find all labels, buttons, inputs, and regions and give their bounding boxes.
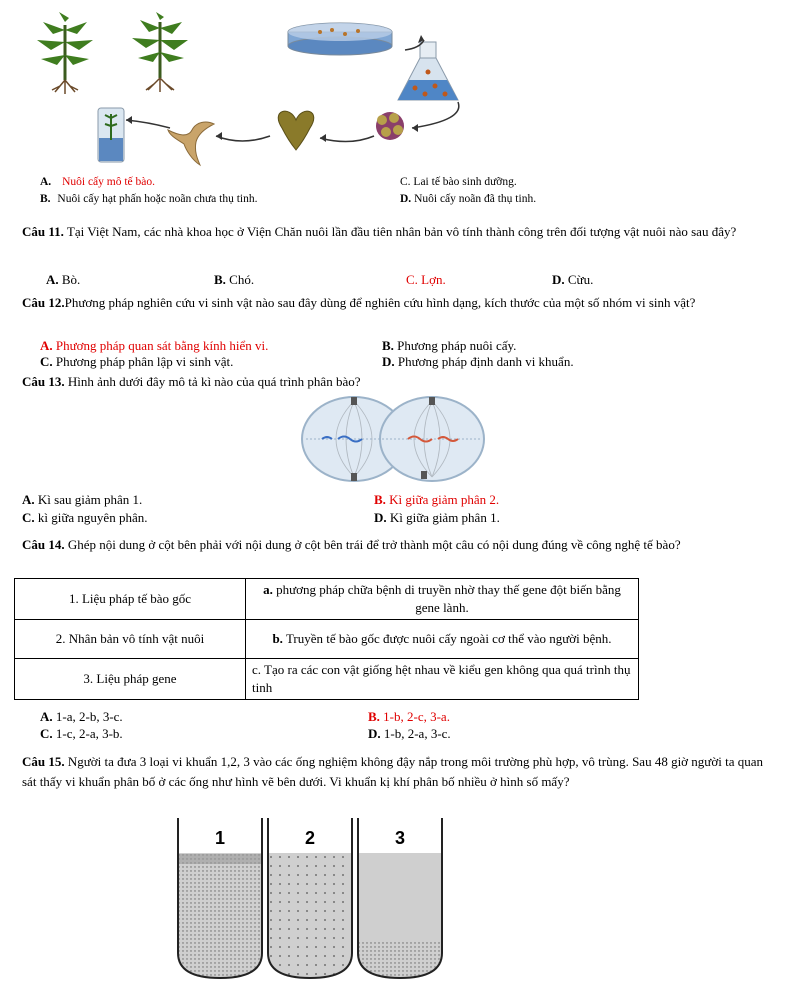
embryo-icon xyxy=(278,111,314,150)
q12-option-c[interactable]: C. Phương pháp phân lập vi sinh vật. xyxy=(40,354,234,369)
flask-icon xyxy=(398,42,458,100)
petri-dish-icon xyxy=(288,23,392,55)
plant-icon xyxy=(37,12,93,94)
option-text: Lai tế bào sinh dưỡng. xyxy=(413,176,517,188)
table-row xyxy=(15,620,639,659)
question-14 xyxy=(22,535,767,555)
test-tube-2 xyxy=(268,818,352,978)
tissue-culture-cycle-figure xyxy=(20,10,490,170)
question-text: Hình ảnh dưới đây mô tả kì nào của quá trình phân bào? xyxy=(67,374,361,389)
option-text: Nuôi cấy hạt phấn hoặc noãn chưa thụ tinh. xyxy=(57,193,258,205)
q12-option-d[interactable]: D. Phương pháp định danh vi khuẩn. xyxy=(382,354,574,369)
test-tube-icon xyxy=(98,108,124,162)
q14-option-a[interactable]: A. 1-a, 2-b, 3-c. xyxy=(40,709,123,724)
table-row xyxy=(15,579,639,620)
q11-option-d[interactable]: D. Cừu. xyxy=(552,272,594,287)
table-row xyxy=(15,659,639,700)
tube-label: 3 xyxy=(394,828,406,848)
option-key: D. xyxy=(400,193,412,205)
q14-option-c[interactable]: C. 1-c, 2-a, 3-b. xyxy=(40,726,123,741)
q12-option-b[interactable]: B. Phương pháp nuôi cấy. xyxy=(382,338,517,353)
q10-option-c[interactable] xyxy=(400,176,517,188)
plant-icon xyxy=(132,12,188,92)
table-cell-left: 2. Nhân bản vô tính vật nuôi xyxy=(15,620,246,659)
q12-option-a[interactable]: A. Phương pháp quan sát bằng kính hiển vi. xyxy=(40,338,269,353)
shoot-icon xyxy=(168,122,214,165)
question-12 xyxy=(22,293,767,313)
q13-option-a[interactable]: A. Kì sau giảm phân 1. xyxy=(22,492,143,507)
q14-option-b[interactable]: B. 1-b, 2-c, 3-a. xyxy=(368,709,450,724)
question-text: Người ta đưa 3 loại vi khuẩn 1,2, 3 vào các ống nghiệm không đậy nắp trong môi trường phù hợp, vô trùng. Sau 48 giờ người ta quan sát thấy vi khuẩn phân bố ở các ống như hình vẽ bên dưới. Vi khuẩn kị khí phân bố nhiều ở hình số mấy? xyxy=(22,754,763,789)
q10-option-a[interactable] xyxy=(40,176,155,188)
option-key: A. xyxy=(40,176,52,188)
table-cell-right: b. Truyền tế bào gốc được nuôi cấy ngoài cơ thể vào người bệnh. xyxy=(246,620,639,659)
question-text: Ghép nội dung ở cột bên phải với nội dung ở cột bên trái để trở thành một câu có nội dung đúng về công nghệ tế bào? xyxy=(67,537,681,552)
question-label: Câu 11. xyxy=(22,224,64,239)
table-cell-right: c. Tạo ra các con vật giống hệt nhau về kiểu gen không qua quá trình thụ tinh xyxy=(246,659,639,700)
table-cell-left: 3. Liệu pháp gene xyxy=(15,659,246,700)
q11-option-c[interactable]: C. Lợn. xyxy=(406,272,446,287)
q13-option-d[interactable]: D. Kì giữa giảm phân 1. xyxy=(374,510,500,525)
matching-table xyxy=(14,578,639,700)
question-label: Câu 13. xyxy=(22,374,65,389)
option-text: Nuôi cấy noãn đã thụ tinh. xyxy=(414,193,537,205)
q10-option-b[interactable] xyxy=(40,193,258,205)
q14-option-d[interactable]: D. 1-b, 2-a, 3-c. xyxy=(368,726,451,741)
question-text: Tại Việt Nam, các nhà khoa học ở Viện Chăn nuôi lần đầu tiên nhân bản vô tính thành công trên đối tượng vật nuôi nào sau đây? xyxy=(66,224,737,239)
option-text: Nuôi cấy mô tế bào. xyxy=(62,176,155,188)
test-tube-3 xyxy=(358,818,442,978)
question-11 xyxy=(22,222,767,242)
q13-option-b[interactable]: B. Kì giữa giảm phân 2. xyxy=(374,492,500,507)
option-key: C. xyxy=(400,176,411,188)
q10-option-d[interactable] xyxy=(400,193,536,205)
tube-label: 2 xyxy=(304,828,316,848)
callus-cluster-icon xyxy=(376,112,404,140)
question-label: Câu 12. xyxy=(22,295,65,310)
question-label: Câu 14. xyxy=(22,537,65,552)
q11-option-b[interactable]: B. Chó. xyxy=(214,272,255,287)
table-cell-left: 1. Liệu pháp tế bào gốc xyxy=(15,579,246,620)
question-label: Câu 15. xyxy=(22,754,65,769)
table-cell-right: a. phương pháp chữa bệnh di truyền nhờ thay thế gene đột biến bằng gene lành. xyxy=(246,579,639,620)
question-text: Phương pháp nghiên cứu vi sinh vật nào sau đây dùng để nghiên cứu hình dạng, kích thước của một số nhóm vi sinh vật? xyxy=(64,295,696,310)
test-tubes-figure xyxy=(170,818,450,993)
option-key: B. xyxy=(40,193,51,205)
q13-option-c[interactable]: C. kì giữa nguyên phân. xyxy=(22,510,148,525)
question-15 xyxy=(22,752,767,792)
tube-label: 1 xyxy=(214,828,226,848)
test-tube-1 xyxy=(178,818,262,978)
q11-option-a[interactable]: A. Bò. xyxy=(46,272,81,287)
question-13 xyxy=(22,372,767,392)
cell-division-figure xyxy=(298,393,488,485)
